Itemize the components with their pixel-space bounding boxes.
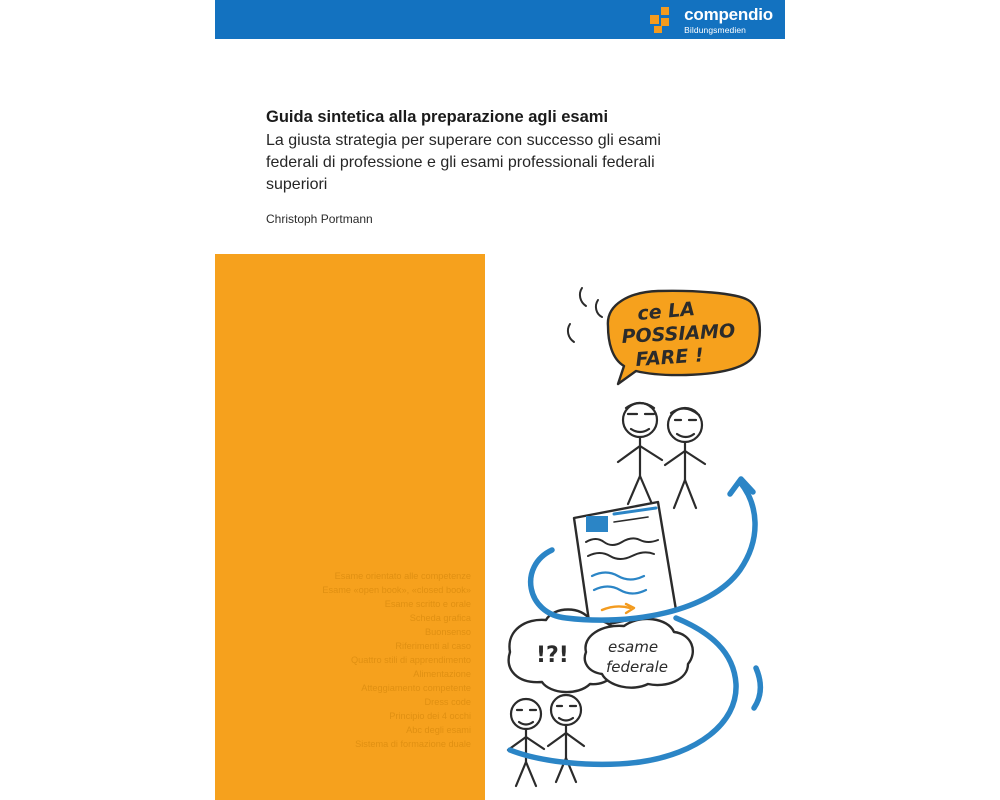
brand-bar [215,0,785,39]
brand-tagline: Bildungsmedien [684,24,747,35]
keyword-item: Esame «open book», «closed book» [322,585,471,596]
keyword-item: Abc degli esami [406,725,471,736]
speech-line-3: FARE ! [634,344,705,371]
keyword-item: Principio dei 4 occhi [389,711,471,722]
keyword-item: Quattro stili di apprendimento [350,655,471,666]
keyword-item: Scheda grafica [409,613,471,624]
page-subtitle: La giusta strategia per superare con successo gli esami federali di professione e gli esami professionali federali superiori [266,131,661,193]
keyword-item: Riferimenti al caso [395,641,471,652]
keyword-item: Alimentazione [413,669,471,680]
keyword-item: Atteggiamento competente [361,683,471,694]
compendio-logo-icon [650,7,676,33]
brand-logo [650,5,773,35]
keyword-item: Dress code [424,697,471,708]
cloud-label-line-2: federale [606,658,669,676]
cover-illustration [490,280,790,800]
keyword-item: Esame orientato alle competenze [334,571,471,582]
keyword-item: Sistema di formazione duale [355,739,471,750]
page-title: Guida sintetica alla preparazione agli esami [266,108,609,126]
thought-bubble-text: !?! [536,643,569,668]
cloud-label-line-1: esame [608,638,659,656]
title-block [266,107,706,226]
keyword-item: Buonsenso [425,627,471,638]
keyword-item: Esame scritto e orale [384,599,471,610]
keyword-list [322,570,471,752]
brand-text [684,6,773,35]
speech-line-2: POSSIAMO [621,320,736,348]
speech-line-1: ce LA [636,298,696,325]
author-name: Christoph Portmann [266,211,373,226]
brand-name: compendio [684,4,773,24]
cover-color-panel [215,254,485,800]
